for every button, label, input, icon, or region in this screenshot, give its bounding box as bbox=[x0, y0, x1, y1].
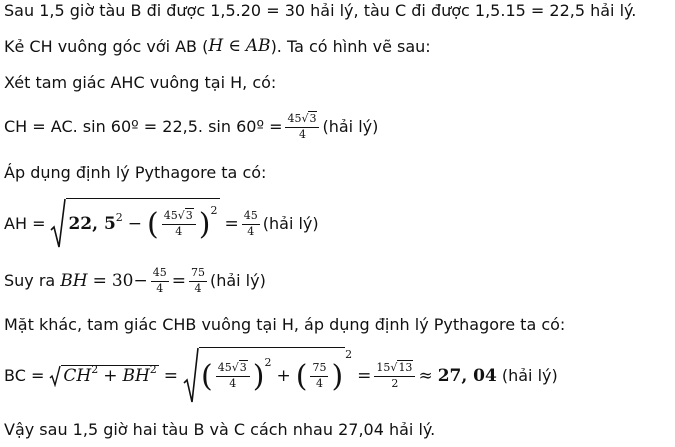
p9-sqrt-2: ( $\frac{45√3}{4}$ ) $^2$ + ( $\frac{75}{4}$ ) bbox=[183, 347, 345, 405]
p4-unit: (hải lý) bbox=[322, 117, 379, 137]
paragraph-9: BC = CH $^2$ + BH $^2$ = ( $\frac{45√3}{4}$ ) $^2$ + ( $\frac{75}{4}$ ) $^2$ = $\frac{15√13}{2}$ ≈ 27, 04 (hải lý) bbox=[4, 347, 558, 405]
p1-text: Sau 1,5 giờ tàu B đi được 1,5.20 = 30 hải lý, tàu C đi được 1,5.15 = 22,5 hải lý. bbox=[4, 1, 637, 20]
radical-sign-icon bbox=[183, 347, 199, 405]
paragraph-1 bbox=[4, 3, 636, 19]
p7-unit: (hải lý) bbox=[209, 271, 266, 291]
p9-fraction-a: $\frac{45√3}{4}$ bbox=[216, 362, 250, 390]
p4-text: CH = AC. sin 60º = 22,5. sin 60º = bbox=[4, 117, 283, 137]
p8-text: Mặt khác, tam giác CHB vuông tại H, áp dụng định lý Pythagore ta có: bbox=[4, 315, 566, 334]
p2-in: ∈ bbox=[228, 36, 241, 56]
p10-text: Vậy sau 1,5 giờ hai tàu B và C cách nhau 27,04 hải lý. bbox=[4, 420, 436, 439]
p9-result-fraction: $\frac{15√13}{2}$ bbox=[374, 362, 415, 390]
p6-inner-fraction: $\frac{45√3}{4}$ bbox=[162, 210, 196, 238]
radical-sign-icon bbox=[49, 365, 61, 387]
paragraph-6: AH = 22, 5 $^2$ − ( $\frac{45√3}{4}$ ) $^2$ = $\frac{45}{4}$ (hải lý) bbox=[4, 198, 319, 250]
paragraph-3 bbox=[4, 75, 276, 91]
p7-fraction-1: $\frac{45}{4}$ bbox=[152, 266, 167, 295]
paragraph-4 bbox=[4, 113, 378, 141]
p9-fraction-b: $\frac{75}{4}$ bbox=[312, 361, 327, 390]
p2-before: Kẻ CH vuông góc với AB ( bbox=[4, 36, 209, 56]
p6-base: 22, 5 bbox=[68, 214, 116, 234]
p6-result-fraction: $\frac{45}{4}$ bbox=[243, 208, 258, 238]
p7-prefix: Suy ra bbox=[4, 271, 56, 291]
paragraph-8 bbox=[4, 317, 565, 333]
p9-result: 27, 04 bbox=[437, 365, 497, 386]
radical-sign-icon bbox=[50, 198, 66, 250]
paragraph-5 bbox=[4, 165, 266, 181]
paragraph-2 bbox=[4, 38, 431, 55]
p5-text: Áp dụng định lý Pythagore ta có: bbox=[4, 163, 267, 182]
paragraph-7: Suy ra BH = 30− $\frac{45}{4}$ = $\frac{75}{4}$ (hải lý) bbox=[4, 266, 266, 295]
p2-after: ). Ta có hình vẽ sau: bbox=[270, 36, 431, 56]
p3-text: Xét tam giác AHC vuông tại H, có: bbox=[4, 73, 277, 92]
paragraph-10 bbox=[4, 422, 435, 438]
p6-lhs: AH = bbox=[4, 214, 46, 233]
p9-unit: (hải lý) bbox=[501, 366, 558, 385]
p2-AB: AB bbox=[245, 36, 271, 56]
p4-fraction: $\frac{45√3}{4}$ bbox=[285, 113, 319, 141]
p9-lhs: BC = bbox=[4, 366, 45, 385]
p2-H: H bbox=[208, 36, 224, 56]
p9-sqrt-1: CH $^2$ + BH $^2$ bbox=[49, 365, 158, 387]
p6-sqrt: 22, 5 $^2$ − ( $\frac{45√3}{4}$ ) $^2$ bbox=[50, 198, 219, 250]
p7-fraction-2: $\frac{75}{4}$ bbox=[190, 266, 205, 295]
p6-unit: (hải lý) bbox=[262, 214, 319, 233]
